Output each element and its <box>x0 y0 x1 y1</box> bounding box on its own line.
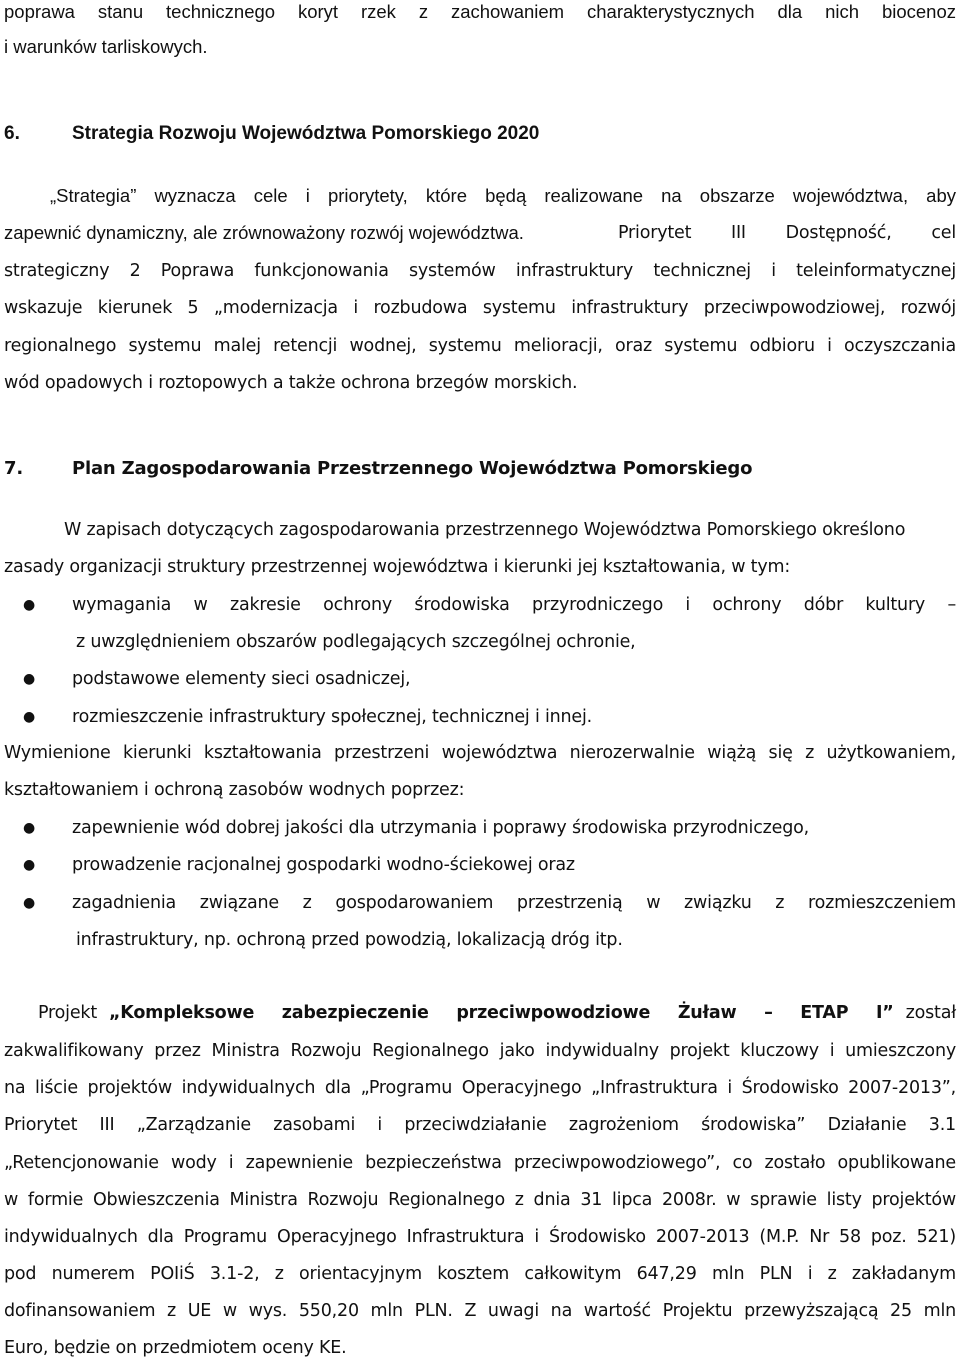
bullet-icon: ● <box>23 709 36 725</box>
section-6-title: Strategia Rozwoju Województwa Pomorskiego 2020 <box>72 123 540 144</box>
s6-line-2b: Priorytet III Dostępność, cel <box>618 223 956 243</box>
s7-intro-line-2: zasady organizacji struktury przestrzennej województwa i kierunki jej kształtowania, w tym: <box>4 557 791 577</box>
intro-line-1: poprawa stanu technicznego koryt rzek z zachowaniem charakterystycznych dla nich biocenoz <box>4 1 956 22</box>
s6-line-3: strategiczny 2 Poprawa funkcjonowania systemów infrastruktury technicznej i teleinformatycznej <box>4 261 956 281</box>
section-7-number: 7. <box>4 458 23 479</box>
s6-line-2: zapewnić dynamiczny, ale zrównoważony rozwój województwa. <box>4 222 524 243</box>
project-line-2: na liście projektów indywidualnych dla „Programu Operacyjnego „Infrastruktura i Środowisko 2007-2013”, <box>4 1078 956 1098</box>
project-name: „Kompleksowe zabezpieczenie przeciwpowodziowe Żuław – ETAP I” <box>109 1003 894 1023</box>
project-line-4: „Retencjonowanie wody i zapewnienie bezpieczeństwa przeciwpowodziowego”, co zostało opublikowane <box>4 1153 956 1173</box>
project-suffix: został <box>905 1003 956 1023</box>
s7-bullet-b-3: zagadnienia związane z gospodarowaniem przestrzenią w związku z rozmieszczeniem <box>72 893 956 913</box>
bullet-icon: ● <box>23 597 36 613</box>
s7-bullet-a-3: rozmieszczenie infrastruktury społecznej, technicznej i innej. <box>72 707 593 727</box>
bullet-icon: ● <box>23 857 36 873</box>
s7-bullet-b-3-cont: infrastruktury, np. ochroną przed powodzią, lokalizacją dróg itp. <box>76 930 623 950</box>
s7-intro-line-1: W zapisach dotyczących zagospodarowania przestrzennego Województwa Pomorskiego określono <box>64 520 906 540</box>
s6-line-4: wskazuje kierunek 5 „modernizacja i rozbudowa systemu infrastruktury przeciwpowodziowej, rozwój <box>4 298 956 318</box>
project-line-6: indywidualnych dla Programu Operacyjnego Infrastruktura i Środowisko 2007-2013 (M.P. Nr 58 poz. 521) <box>4 1227 956 1247</box>
section-6-number: 6. <box>4 123 20 144</box>
bullet-icon: ● <box>23 820 36 836</box>
s6-line-5: regionalnego systemu malej retencji wodnej, systemu melioracji, oraz systemu odbioru i oczyszczania <box>4 336 956 356</box>
bullet-icon: ● <box>23 895 36 911</box>
project-line-3: Priorytet III „Zarządzanie zasobami i przeciwdziałanie zagrożeniom środowiska” Działanie 3.1 <box>4 1115 956 1135</box>
s7-middle-line-1: Wymienione kierunki kształtowania przestrzeni województwa nierozerwalnie wiążą się z użytkowaniem, <box>4 743 956 763</box>
s6-line-1: „Strategia” wyznacza cele i priorytety, które będą realizowane na obszarze województwa, aby <box>50 185 956 206</box>
s7-bullet-a-1-cont: z uwzględnieniem obszarów podlegających szczególnej ochronie, <box>76 632 636 652</box>
s7-bullet-a-1: wymagania w zakresie ochrony środowiska przyrodniczego i ochrony dóbr kultury – <box>72 595 956 615</box>
s7-bullet-a-2: podstawowe elementy sieci osadniczej, <box>72 669 411 689</box>
s7-bullet-b-1: zapewnienie wód dobrej jakości dla utrzymania i poprawy środowiska przyrodniczego, <box>72 818 809 838</box>
project-line-1: zakwalifikowany przez Ministra Rozwoju Regionalnego jako indywidualny projekt kluczowy i umieszczony <box>4 1041 956 1061</box>
project-line-9: Euro, będzie on przedmiotem oceny KE. <box>4 1338 347 1358</box>
project-line-7: pod numerem POIiŚ 3.1-2, z orientacyjnym kosztem całkowitym 647,29 mln PLN i z zakładanym <box>4 1264 956 1284</box>
project-line-8: dofinansowaniem z UE w wys. 550,20 mln PLN. Z uwagi na wartość Projektu przewyższającą 25 mln <box>4 1301 956 1321</box>
project-first-line <box>38 1001 956 1025</box>
s6-line-6: wód opadowych i roztopowych a także ochrona brzegów morskich. <box>4 373 578 393</box>
s7-bullet-b-2: prowadzenie racjonalnej gospodarki wodno-ściekowej oraz <box>72 855 575 875</box>
s7-middle-line-2: kształtowaniem i ochroną zasobów wodnych poprzez: <box>4 780 465 800</box>
bullet-icon: ● <box>23 671 36 687</box>
section-7-title: Plan Zagospodarowania Przestrzennego Województwa Pomorskiego <box>72 458 753 479</box>
intro-line-2: i warunków tarliskowych. <box>4 36 208 57</box>
project-prefix: Projekt <box>38 1003 97 1023</box>
project-line-5: w formie Obwieszczenia Ministra Rozwoju Regionalnego z dnia 31 lipca 2008r. w sprawie listy projektów <box>4 1190 956 1210</box>
